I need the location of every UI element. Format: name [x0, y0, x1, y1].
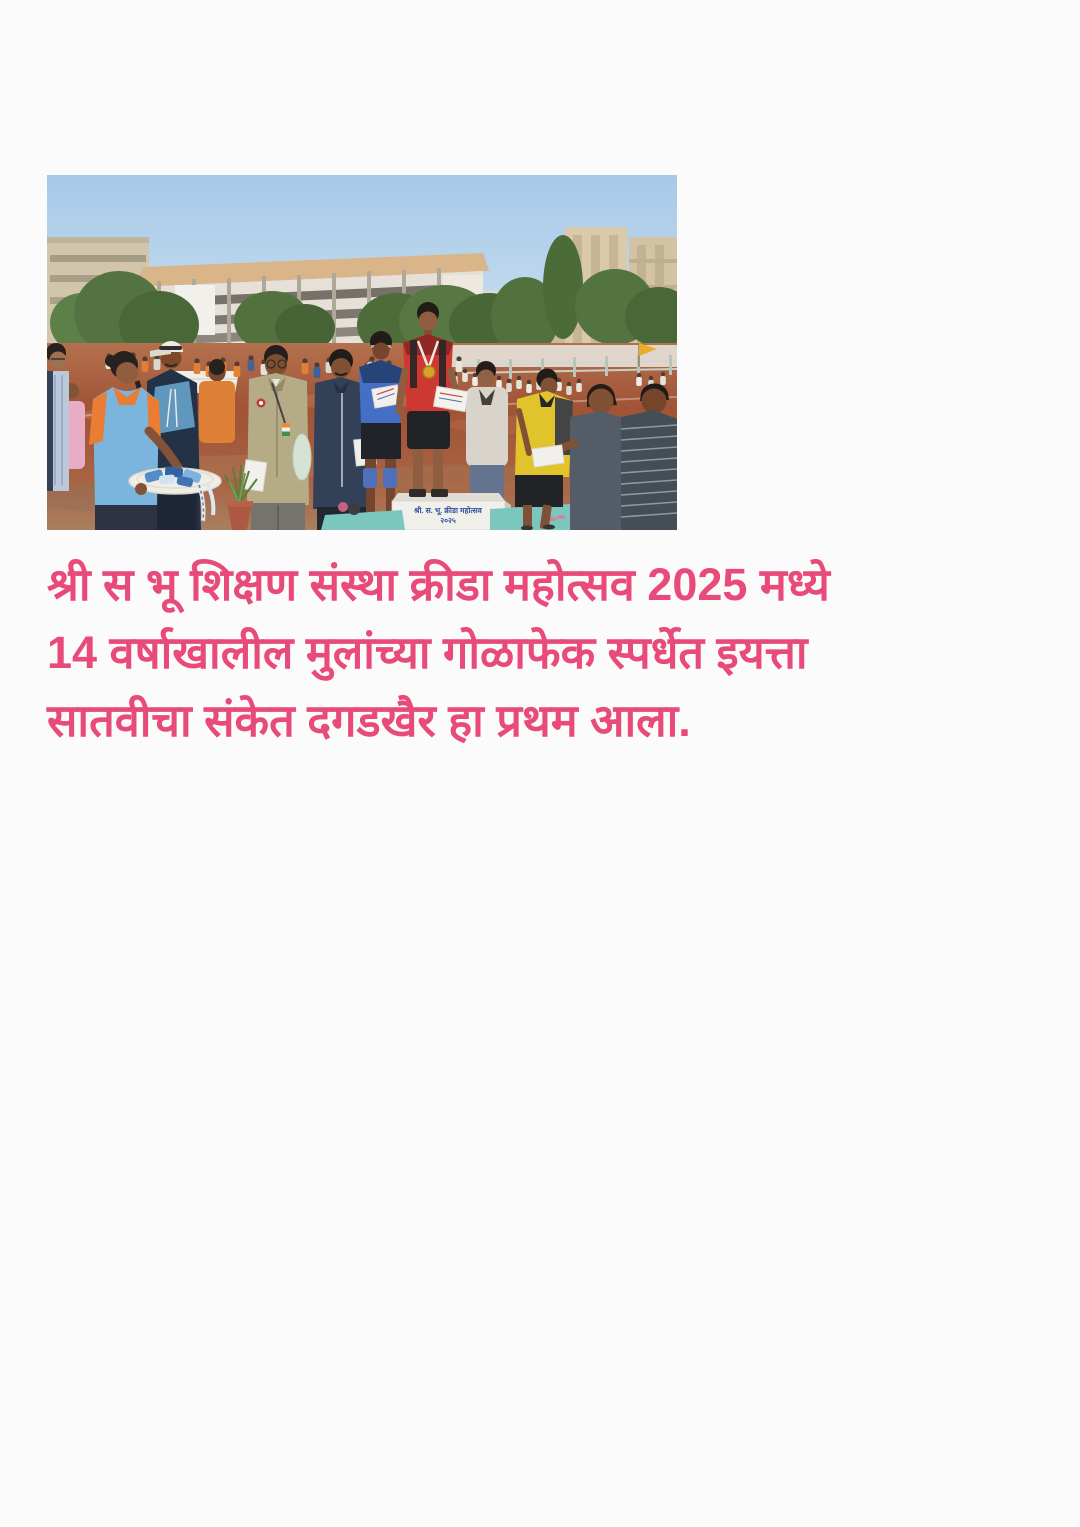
podium-text-line2: २०२५	[440, 516, 456, 525]
caption-line-3: सातवीचा संकेत दगडखैर हा प्रथम आला.	[47, 695, 691, 746]
event-photo	[47, 175, 677, 530]
haze-overlay	[47, 175, 677, 530]
caption-line-1: श्री स भू शिक्षण संस्था क्रीडा महोत्सव 2025 मध्ये	[47, 559, 830, 610]
podium-text-line1: श्री. स. भू. क्रीडा महोत्सव	[414, 506, 482, 515]
photo-caption	[47, 551, 1012, 755]
caption-line-2: 14 वर्षाखालील मुलांच्या गोळाफेक स्पर्धेत इयत्ता	[47, 627, 808, 678]
event-photo-illustration	[47, 175, 677, 530]
